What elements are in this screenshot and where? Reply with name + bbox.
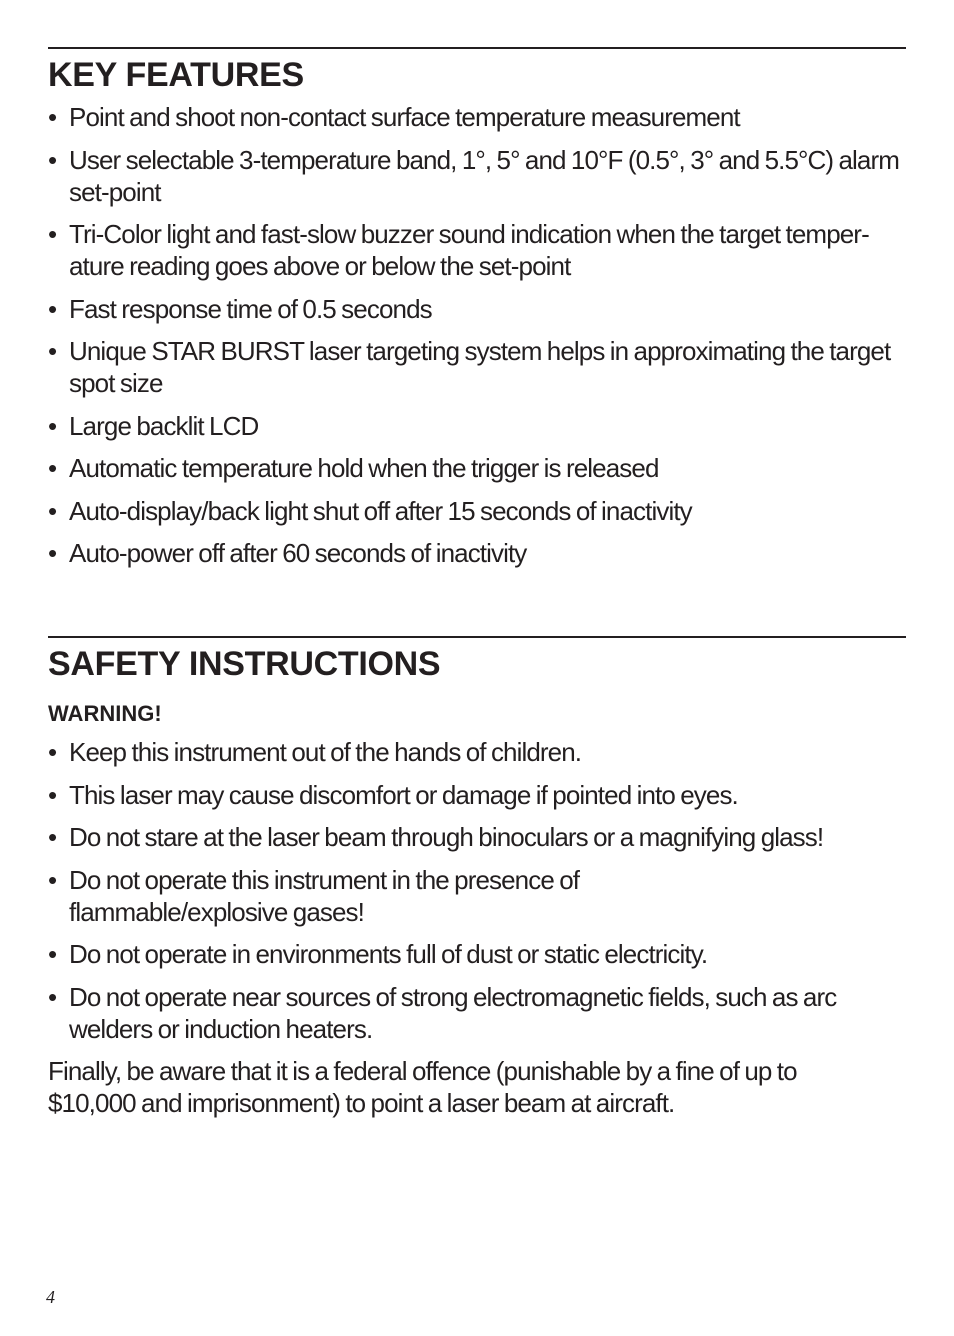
list-item bbox=[48, 779, 906, 811]
list-item-text: Auto-power off after 60 seconds of inactivity bbox=[69, 538, 527, 568]
bullet-icon: • bbox=[48, 939, 58, 969]
list-item bbox=[48, 864, 906, 928]
list-item-text: This laser may cause discomfort or damage if pointed into eyes. bbox=[69, 779, 738, 810]
list-item bbox=[48, 293, 906, 325]
bullet-icon: • bbox=[48, 538, 58, 568]
list-item-text: Unique STAR BURST laser targeting system helps in approximating the target spot size bbox=[69, 336, 891, 398]
list-item-text: Automatic temperature hold when the trigger is released bbox=[69, 453, 659, 483]
list-item-text: User selectable 3-temperature band, 1°, 5° and 10°F (0.5°, 3° and 5.5°C) alarm set-point bbox=[69, 144, 899, 207]
bullet-icon: • bbox=[48, 864, 58, 895]
bullet-icon: • bbox=[48, 219, 58, 249]
bullet-icon: • bbox=[48, 102, 58, 132]
bullet-icon: • bbox=[48, 453, 58, 483]
list-item bbox=[48, 101, 906, 133]
list-item-text: Tri-Color light and fast-slow buzzer sound indication when the target temper-ature reading goes above or below the set-point bbox=[69, 219, 869, 281]
closing-paragraph: Finally, be aware that it is a federal offence (punishable by a fine of up to $10,000 and imprisonment) to point a laser beam at aircraft. bbox=[48, 1056, 797, 1118]
safety-list bbox=[48, 736, 906, 1045]
page-number: 4 bbox=[46, 1287, 55, 1307]
list-item bbox=[48, 981, 906, 1045]
bullet-icon: • bbox=[48, 410, 58, 441]
section-divider bbox=[48, 636, 906, 638]
bullet-icon: • bbox=[48, 144, 58, 175]
list-item-text: Do not operate this instrument in the presence of flammable/explosive gases! bbox=[69, 864, 580, 927]
bullet-icon: • bbox=[48, 822, 58, 852]
list-item bbox=[48, 452, 906, 484]
list-item bbox=[48, 495, 906, 527]
bullet-icon: • bbox=[48, 981, 58, 1012]
list-item bbox=[48, 938, 906, 970]
key-features-heading: KEY FEATURES bbox=[48, 56, 304, 94]
warning-label: WARNING! bbox=[48, 701, 162, 726]
list-item bbox=[48, 335, 906, 399]
list-item bbox=[48, 537, 906, 569]
safety-instructions-heading: SAFETY INSTRUCTIONS bbox=[48, 645, 441, 683]
list-item-text: Do not operate in environments full of dust or static electricity. bbox=[69, 939, 708, 969]
list-item-text: Large backlit LCD bbox=[69, 410, 259, 441]
list-item-text: Do not stare at the laser beam through binoculars or a magnifying glass! bbox=[69, 822, 824, 852]
key-features-section bbox=[48, 47, 906, 580]
safety-instructions-section bbox=[48, 636, 906, 1119]
bullet-icon: • bbox=[48, 336, 58, 366]
key-features-list bbox=[48, 101, 906, 569]
list-item-text: Auto-display/back light shut off after 15 seconds of inactivity bbox=[69, 495, 692, 526]
bullet-icon: • bbox=[48, 737, 58, 767]
list-item bbox=[48, 821, 906, 853]
bullet-icon: • bbox=[48, 293, 58, 324]
list-item bbox=[48, 218, 906, 282]
section-divider bbox=[48, 47, 906, 49]
bullet-icon: • bbox=[48, 779, 58, 810]
bullet-icon: • bbox=[48, 495, 58, 526]
list-item bbox=[48, 410, 906, 442]
list-item-text: Do not operate near sources of strong electromagnetic fields, such as arc welders or induction heaters. bbox=[69, 981, 837, 1044]
list-item bbox=[48, 736, 906, 768]
list-item-text: Point and shoot non-contact surface temperature measurement bbox=[69, 102, 740, 132]
list-item bbox=[48, 144, 906, 208]
list-item-text: Fast response time of 0.5 seconds bbox=[69, 293, 432, 324]
list-item-text: Keep this instrument out of the hands of children. bbox=[69, 737, 582, 767]
